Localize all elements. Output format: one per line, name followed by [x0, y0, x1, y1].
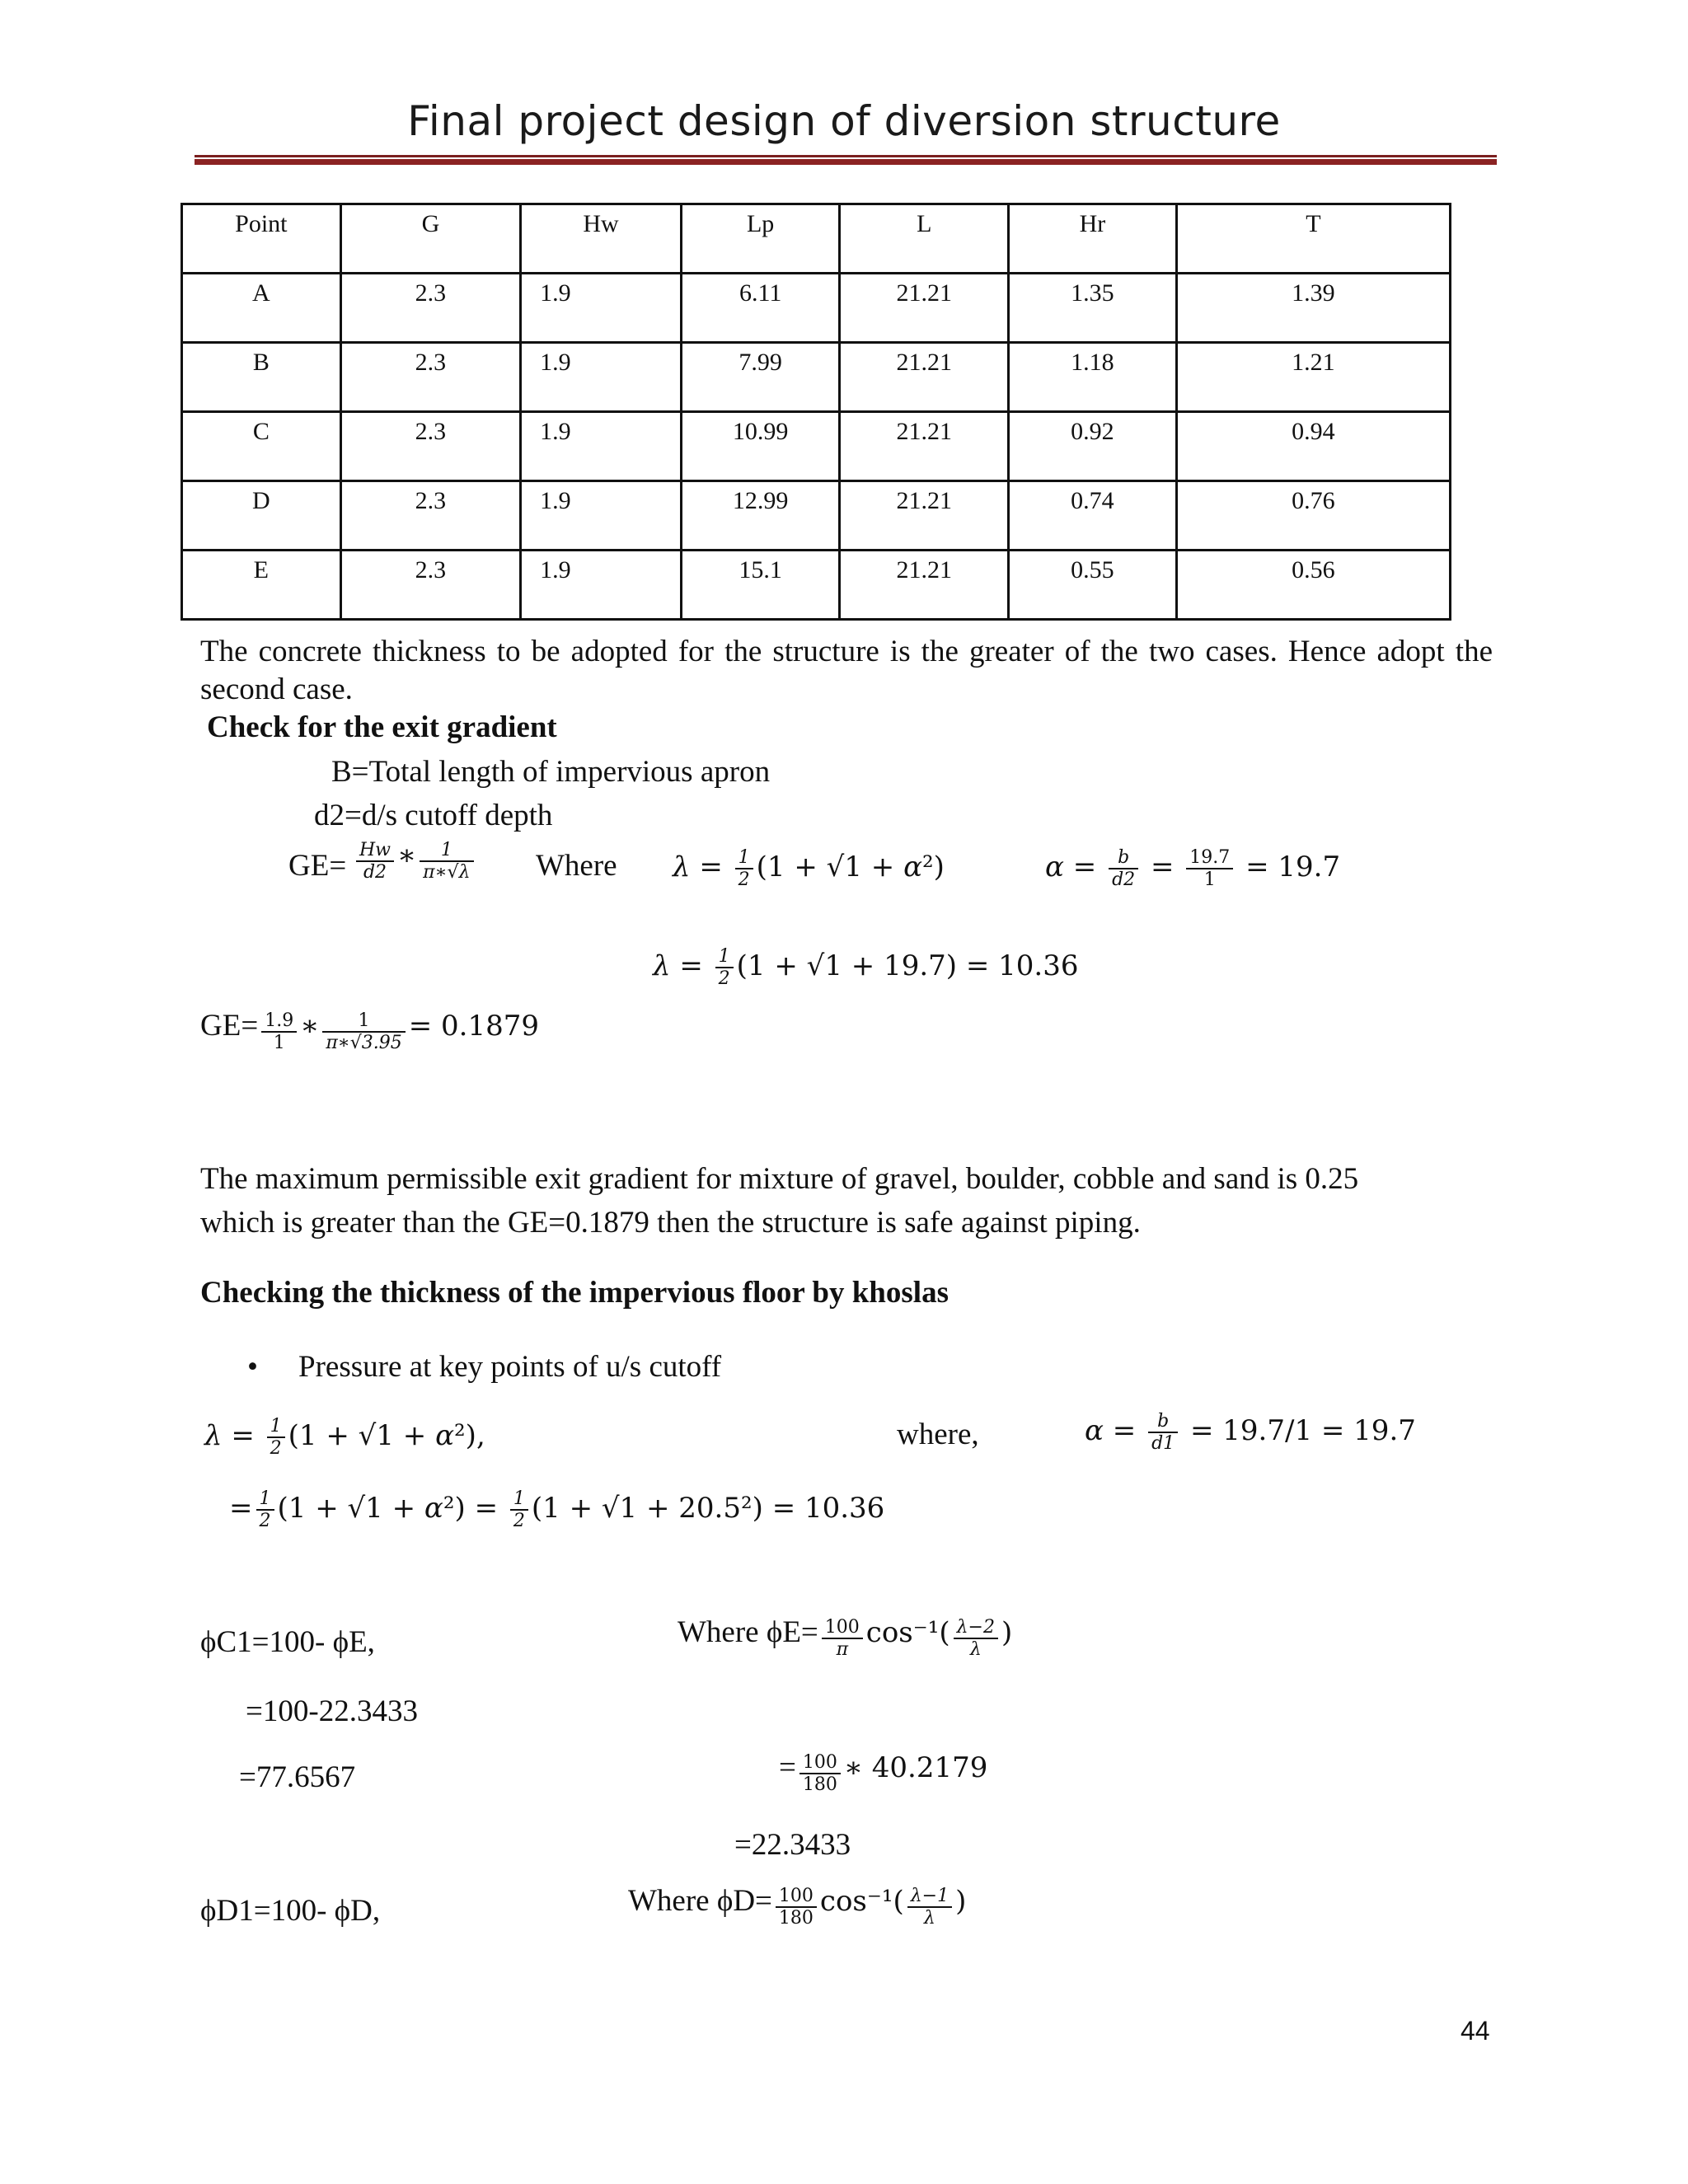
phi-c1-step1: =100-22.3433 [246, 1694, 418, 1728]
table-cell: 0.76 [1176, 481, 1450, 551]
table-cell: 21.21 [840, 274, 1009, 343]
b-definition: B=Total length of impervious apron [331, 755, 771, 789]
table-cell: A [182, 274, 341, 343]
where-comma-label: where, [897, 1418, 979, 1451]
table-cell: 2.3 [340, 481, 521, 551]
ge-label: GE= [288, 849, 347, 883]
table-cell: 15.1 [681, 551, 840, 620]
lambda-computation-2: = $\frac{1}{2}$ (1 + √1 + α²) = $\frac{1}{2}$ (1 + √1 + 20.5²) = 10.36 [229, 1488, 885, 1531]
lambda-result: = 10.36 [965, 949, 1079, 982]
d2-definition: d2=d/s cutoff depth [314, 799, 553, 832]
phi-d1-equation: ϕD1=100- ϕD, [200, 1894, 381, 1928]
table-cell: 1.18 [1009, 343, 1177, 412]
table-cell: 1.39 [1176, 274, 1450, 343]
table-cell: 1.9 [521, 551, 682, 620]
ge-label: GE= [200, 1009, 259, 1043]
where-phi-e-label: Where ϕE= [678, 1615, 818, 1649]
table-header-cell: Hr [1009, 204, 1177, 274]
phi-e-computation: = $\frac{100}{180}$ ∗ 40.2179 [779, 1750, 988, 1796]
table-cell: 1.9 [521, 412, 682, 481]
phi-c1-step2: =77.6567 [239, 1760, 356, 1794]
table-row [182, 343, 1451, 412]
table-cell: 21.21 [840, 343, 1009, 412]
table-header-cell: G [340, 204, 521, 274]
table-cell: 0.92 [1009, 412, 1177, 481]
table-cell: 7.99 [681, 343, 840, 412]
page-number: 44 [1461, 2016, 1490, 2046]
where-phi-d-label: Where ϕD= [628, 1884, 772, 1918]
table-cell: D [182, 481, 341, 551]
exit-gradient-heading: Check for the exit gradient [207, 710, 557, 744]
table-cell: 1.9 [521, 343, 682, 412]
table-cell: B [182, 343, 341, 412]
table-header-cell: Point [182, 204, 341, 274]
table-cell: 2.3 [340, 274, 521, 343]
bullet-dot: • [247, 1350, 258, 1384]
uplift-pressure-table [181, 203, 1451, 621]
table-cell: 2.3 [340, 343, 521, 412]
table-cell: 1.9 [521, 274, 682, 343]
alpha-definition: α = $\frac{b}{d2}$ = $\frac{19.7}{1}$ = 19.7 [1045, 847, 1341, 890]
table-cell: 21.21 [840, 551, 1009, 620]
table-cell: 0.74 [1009, 481, 1177, 551]
header-rule-thin [195, 155, 1497, 157]
table-cell: 10.99 [681, 412, 840, 481]
lambda2-result: = 10.36 [771, 1492, 885, 1525]
permissible-gradient-line1: The maximum permissible exit gradient for mixture of gravel, boulder, cobble and sand is 0.25 [200, 1162, 1359, 1196]
table-header-cell: L [840, 204, 1009, 274]
table-row [182, 274, 1451, 343]
table-cell: 1.21 [1176, 343, 1450, 412]
concrete-thickness-paragraph: The concrete thickness to be adopted for the structure is the greater of the two cases. Hence adopt the second case. [200, 635, 1493, 706]
table-cell: 1.9 [521, 481, 682, 551]
table-cell: 21.21 [840, 481, 1009, 551]
table-header-cell: Lp [681, 204, 840, 274]
table-cell: 12.99 [681, 481, 840, 551]
permissible-gradient-line2: which is greater than the GE=0.1879 then the structure is safe against piping. [200, 1206, 1141, 1240]
table-header-cell: T [1176, 204, 1450, 274]
phi-c1-equation: ϕC1=100- ϕE, [200, 1625, 375, 1659]
header-rule-thick [195, 159, 1497, 165]
page-header-title: Final project design of diversion structure [407, 97, 1281, 145]
table-header-row [182, 204, 1451, 274]
table-row [182, 551, 1451, 620]
ge-result: = 0.1879 [408, 1010, 539, 1043]
table-cell: 2.3 [340, 412, 521, 481]
alpha-result: = 19.7 [1245, 851, 1341, 883]
table-cell: 21.21 [840, 412, 1009, 481]
ge-formula-line [288, 839, 1360, 905]
ge-computation: GE= $\frac{1.9}{1}$ ∗ $\frac{1}{\pi∗√3.95}$ = 0.1879 [200, 1009, 539, 1054]
khosla-heading: Checking the thickness of the impervious floor by khoslas [200, 1276, 949, 1310]
lambda-computation: λ = $\frac{1}{2}$ (1 + √1 + 19.7) = 10.36 [653, 946, 1079, 989]
bullet-pressure-key-points: Pressure at key points of u/s cutoff [298, 1350, 722, 1384]
table-cell: E [182, 551, 341, 620]
ge-formula: $\frac{Hw}{d2}$ ∗ $\frac{1}{\pi∗√\lambda}$ [353, 839, 477, 883]
table-cell: 0.94 [1176, 412, 1450, 481]
where-label: Where [536, 849, 617, 883]
phi-d-formula: Where ϕD= $\frac{100}{180}$ cos⁻¹( $\frac{\lambda-1}{\lambda}$ ) [628, 1884, 967, 1929]
table-row [182, 481, 1451, 551]
phi-e-step3: ∗ 40.2179 [843, 1751, 988, 1784]
lambda-definition: λ = $\frac{1}{2}$ (1 + √1 + α²) [673, 847, 945, 890]
table-header-cell: Hw [521, 204, 682, 274]
table-cell: 1.35 [1009, 274, 1177, 343]
phi-e-result: =22.3433 [734, 1828, 851, 1862]
alpha2-result: = 19.7/1 = 19.7 [1189, 1414, 1416, 1447]
table-row [182, 412, 1451, 481]
table-cell: 0.56 [1176, 551, 1450, 620]
table-cell: 2.3 [340, 551, 521, 620]
table-cell: C [182, 412, 341, 481]
phi-e-formula: Where ϕE= $\frac{100}{\pi}$ cos⁻¹( $\frac{\lambda-2}{\lambda}$ ) [678, 1615, 1013, 1661]
table-cell: 0.55 [1009, 551, 1177, 620]
table-cell: 6.11 [681, 274, 840, 343]
lambda-formula-2: λ = $\frac{1}{2}$ (1 + √1 + α²), [204, 1416, 485, 1459]
alpha-definition-2: α = $\frac{b}{d1}$ = 19.7/1 = 19.7 [1085, 1411, 1416, 1454]
